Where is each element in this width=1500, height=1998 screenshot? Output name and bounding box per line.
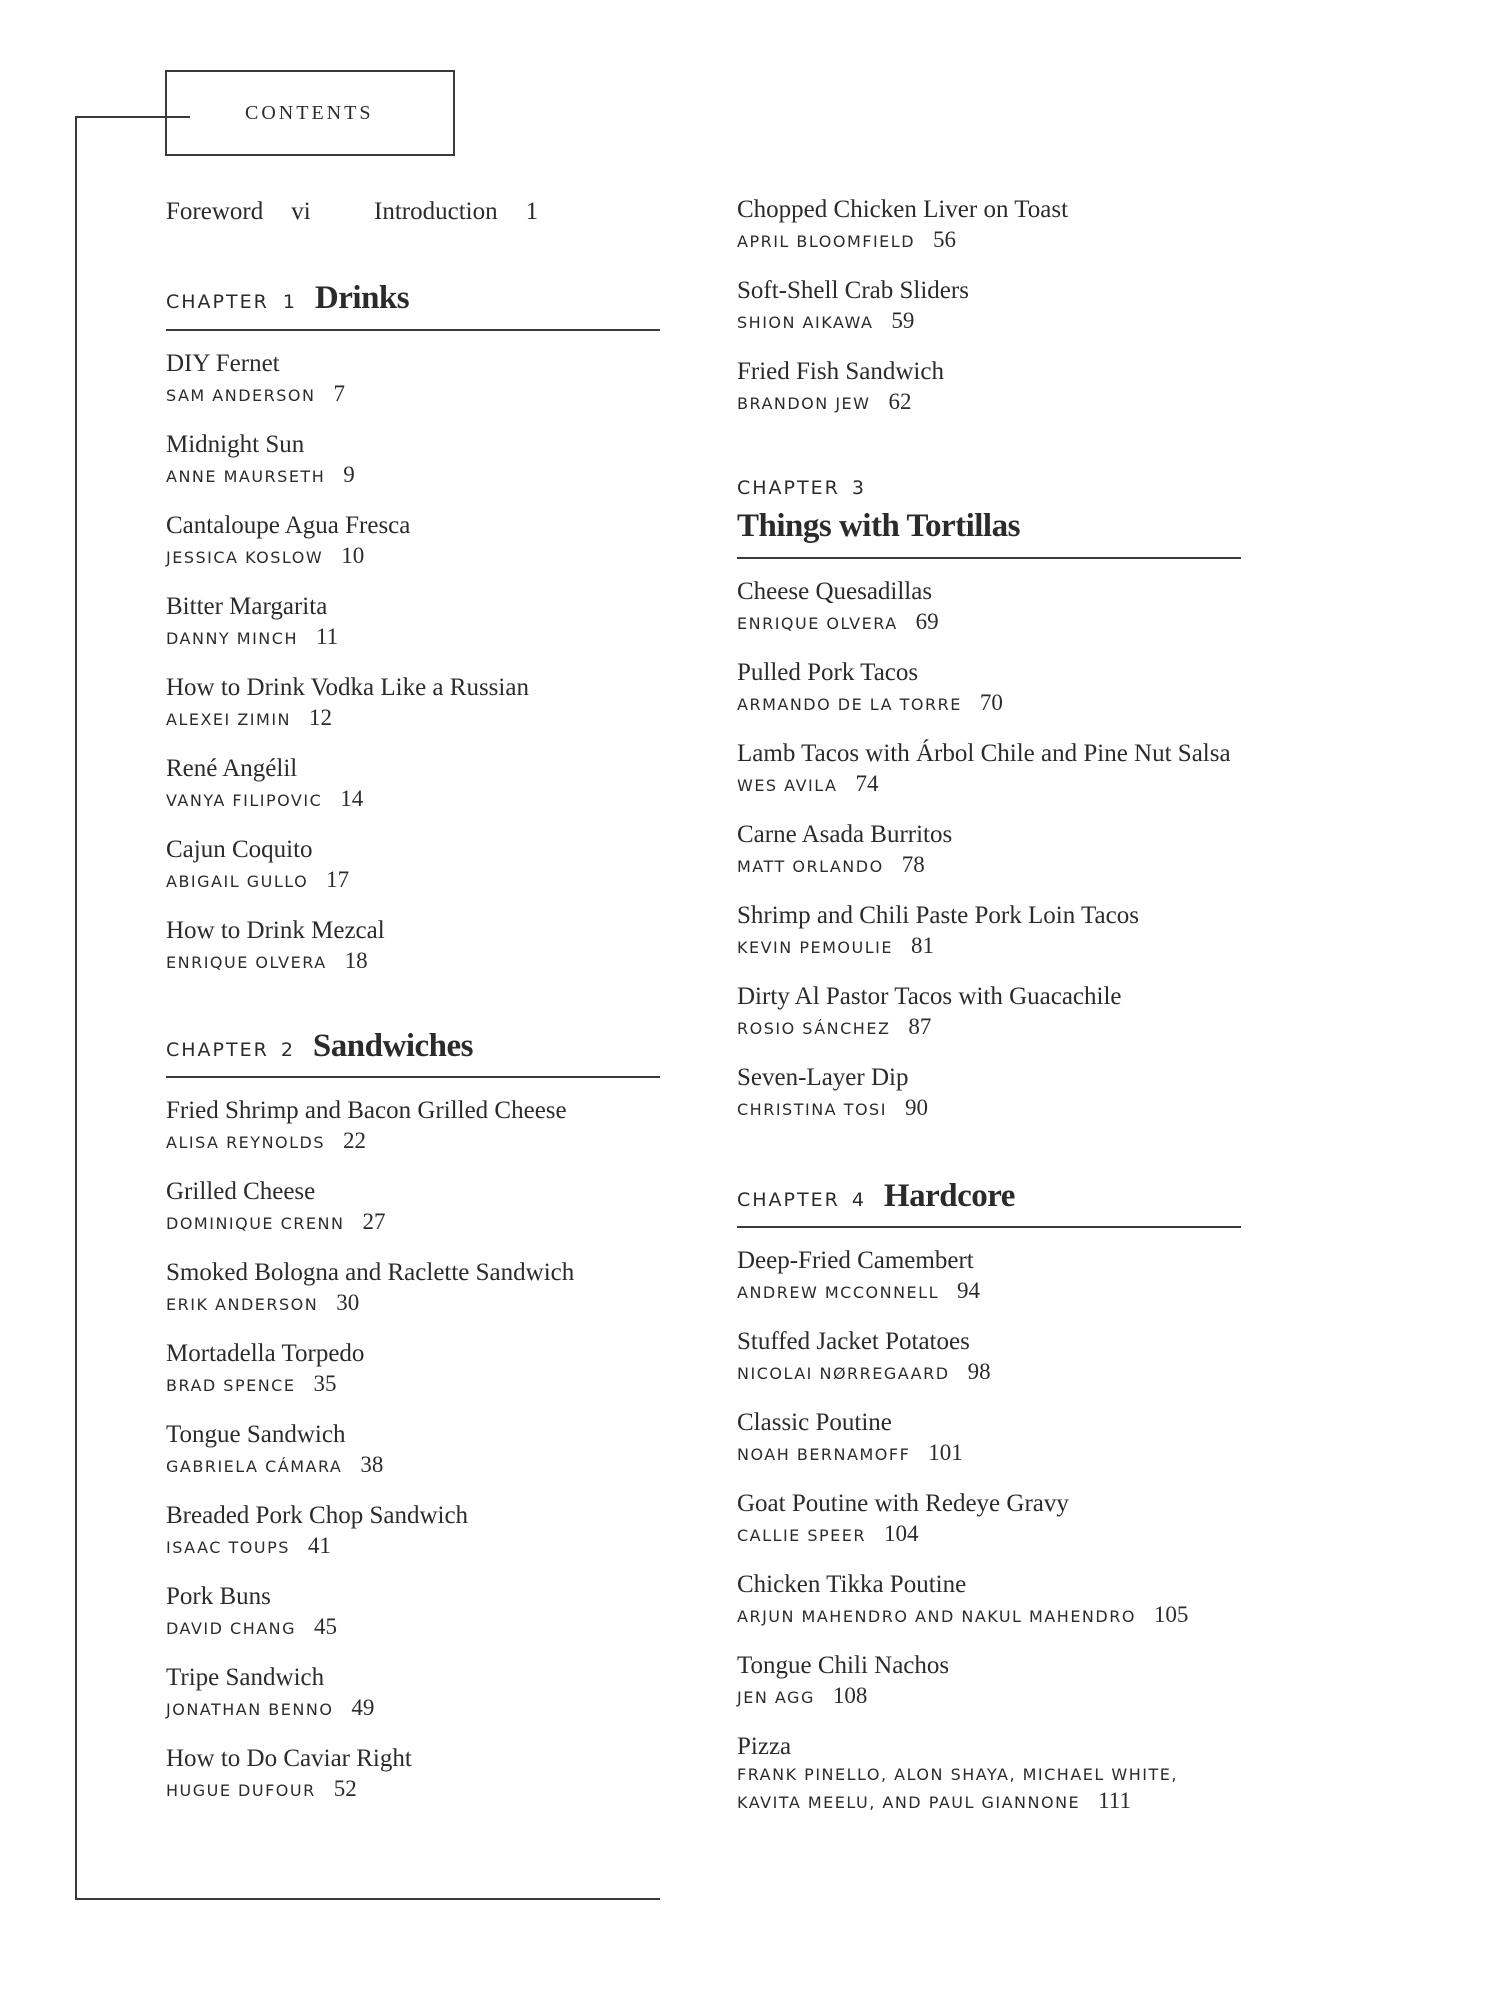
entry-author: ANDREW MCCONNELL — [737, 1283, 939, 1302]
entry-page: 45 — [314, 1614, 338, 1639]
entry-author: ISAAC TOUPS — [166, 1538, 290, 1557]
entry-author: VANYA FILIPOVIC — [166, 791, 323, 810]
toc-entry[interactable] — [737, 1408, 963, 1471]
toc-entry[interactable] — [737, 1570, 1188, 1633]
entry-title: Lamb Tacos with Árbol Chile and Pine Nut Salsa — [737, 740, 1231, 767]
entry-page: 17 — [326, 867, 350, 892]
toc-entry[interactable] — [166, 1501, 468, 1564]
entry-page: 30 — [336, 1290, 360, 1315]
entry-title: Pork Buns — [166, 1583, 271, 1610]
entry-page: 22 — [343, 1128, 367, 1153]
toc-entry[interactable] — [166, 673, 529, 736]
entry-author-line-1: FRANK PINELLO, ALON SHAYA, MICHAEL WHITE, — [737, 1765, 1178, 1784]
chapter-2-heading — [166, 1028, 473, 1065]
chapter-number: 3 — [851, 477, 864, 499]
toc-entry[interactable] — [737, 739, 1231, 802]
entry-page: 101 — [928, 1440, 963, 1465]
entry-title: Midnight Sun — [166, 431, 305, 458]
toc-entry[interactable] — [737, 658, 1003, 721]
chapter-3-title: Things with Tortillas — [737, 508, 1020, 544]
entry-page: 11 — [315, 624, 339, 649]
entry-author: DAVID CHANG — [166, 1619, 297, 1638]
entry-page: 69 — [915, 609, 939, 634]
toc-entry[interactable] — [737, 1732, 1178, 1817]
entry-title: Deep-Fried Camembert — [737, 1247, 974, 1274]
entry-author: MATT ORLANDO — [737, 857, 884, 876]
entry-page: 59 — [891, 308, 915, 333]
entry-author: JESSICA KOSLOW — [166, 548, 324, 567]
toc-entry[interactable] — [737, 357, 944, 420]
chapter-3-rule — [737, 557, 1241, 559]
entry-title: Tongue Sandwich — [166, 1421, 346, 1448]
entry-author: SHION AIKAWA — [737, 313, 874, 332]
toc-entry[interactable] — [737, 577, 939, 640]
entry-page: 78 — [901, 852, 925, 877]
toc-entry[interactable] — [737, 1327, 991, 1390]
entry-page: 14 — [340, 786, 364, 811]
toc-entry[interactable] — [166, 1096, 567, 1159]
toc-entry[interactable] — [737, 982, 1122, 1045]
chapter-title: Drinks — [314, 280, 410, 316]
toc-entry[interactable] — [166, 349, 345, 412]
entry-title: Classic Poutine — [737, 1409, 892, 1436]
entry-author: WES AVILA — [737, 776, 838, 795]
toc-entry[interactable] — [166, 1420, 383, 1483]
entry-title: Fried Fish Sandwich — [737, 358, 944, 385]
entry-title: Fried Shrimp and Bacon Grilled Cheese — [166, 1097, 567, 1124]
entry-page: 18 — [344, 948, 368, 973]
entry-author: ANNE MAURSETH — [166, 467, 326, 486]
chapter-number: 1 — [282, 291, 297, 313]
entry-title: Tripe Sandwich — [166, 1664, 325, 1691]
entry-title: Grilled Cheese — [166, 1178, 316, 1205]
chapter-title: Sandwiches — [312, 1028, 473, 1064]
entry-page: 87 — [908, 1014, 932, 1039]
entry-title: Pulled Pork Tacos — [737, 659, 919, 686]
entry-page: 38 — [360, 1452, 384, 1477]
entry-author: HUGUE DUFOUR — [166, 1781, 316, 1800]
contents-heading: CONTENTS — [245, 102, 374, 124]
entry-author: JEN AGG — [737, 1688, 815, 1707]
entry-author: ABIGAIL GULLO — [166, 872, 309, 891]
entry-page: 81 — [910, 933, 934, 958]
entry-author-line-2: KAVITA MEELU, AND PAUL GIANNONE — [737, 1793, 1081, 1812]
front-matter-foreword[interactable] — [166, 198, 311, 226]
entry-author: ARMANDO DE LA TORRE — [737, 695, 962, 714]
foreword-page: vi — [291, 198, 311, 225]
entry-page: 49 — [351, 1695, 375, 1720]
entry-page: 9 — [343, 462, 355, 487]
chapter-2-rule — [166, 1076, 660, 1078]
toc-entry[interactable] — [166, 430, 355, 493]
entry-title: Cantaloupe Agua Fresca — [166, 512, 411, 539]
entry-author: DANNY MINCH — [166, 629, 298, 648]
entry-title: Goat Poutine with Redeye Gravy — [737, 1490, 1069, 1517]
toc-entry[interactable] — [166, 1663, 374, 1726]
entry-title: Breaded Pork Chop Sandwich — [166, 1502, 469, 1529]
entry-author: SAM ANDERSON — [166, 386, 316, 405]
entry-page: 98 — [967, 1359, 991, 1384]
entry-title: Smoked Bologna and Raclette Sandwich — [166, 1259, 575, 1286]
entry-title: Shrimp and Chili Paste Pork Loin Tacos — [737, 902, 1139, 929]
entry-title: Tongue Chili Nachos — [737, 1652, 950, 1679]
entry-title: Dirty Al Pastor Tacos with Guacachile — [737, 983, 1122, 1010]
toc-entry[interactable] — [166, 1582, 337, 1645]
entry-author: APRIL BLOOMFIELD — [737, 232, 916, 251]
chapter-label: CHAPTER — [737, 477, 840, 499]
entry-page: 111 — [1098, 1788, 1131, 1813]
toc-entry[interactable] — [737, 1063, 928, 1126]
entry-title: Mortadella Torpedo — [166, 1340, 365, 1367]
entry-page: 108 — [832, 1683, 868, 1708]
entry-author: CHRISTINA TOSI — [737, 1100, 887, 1119]
entry-title: Seven-Layer Dip — [737, 1064, 909, 1091]
front-matter-introduction[interactable] — [374, 198, 538, 226]
foreword-title: Foreword — [166, 198, 264, 225]
entry-title: Cajun Coquito — [166, 836, 313, 863]
toc-entry[interactable] — [737, 1651, 949, 1714]
introduction-title: Introduction — [374, 198, 498, 225]
entry-title: René Angélil — [166, 755, 298, 782]
frame-left-line — [75, 116, 77, 1900]
entry-title: How to Drink Mezcal — [166, 917, 385, 944]
entry-page: 10 — [341, 543, 365, 568]
entry-author: ARJUN MAHENDRO AND NAKUL MAHENDRO — [737, 1607, 1136, 1626]
frame-bottom-line — [75, 1898, 660, 1900]
entry-title: Pizza — [737, 1733, 792, 1760]
toc-entry[interactable] — [166, 1339, 364, 1402]
entry-author: DOMINIQUE CRENN — [166, 1214, 345, 1233]
toc-entry[interactable] — [166, 511, 410, 574]
chapter-1-heading — [166, 280, 409, 317]
entry-title: Bitter Margarita — [166, 593, 328, 620]
chapter-label: CHAPTER — [737, 1189, 840, 1211]
chapter-3-label — [737, 477, 864, 499]
toc-entry[interactable] — [737, 1246, 980, 1309]
entry-page: 27 — [362, 1209, 386, 1234]
entry-author: KEVIN PEMOULIE — [737, 938, 893, 957]
entry-author: ENRIQUE OLVERA — [166, 953, 327, 972]
toc-entry[interactable] — [166, 1744, 412, 1807]
entry-page: 70 — [979, 690, 1003, 715]
entry-author: ENRIQUE OLVERA — [737, 614, 898, 633]
chapter-4-rule — [737, 1226, 1241, 1228]
introduction-page: 1 — [525, 198, 539, 225]
chapter-1-rule — [166, 329, 660, 331]
entry-author: ALISA REYNOLDS — [166, 1133, 326, 1152]
entry-author: BRAD SPENCE — [166, 1376, 296, 1395]
entry-author: BRANDON JEW — [737, 394, 871, 413]
entry-title: Chopped Chicken Liver on Toast — [737, 196, 1069, 223]
entry-page: 105 — [1153, 1602, 1189, 1627]
chapter-4-heading — [737, 1178, 1015, 1215]
entry-page: 90 — [904, 1095, 928, 1120]
toc-entry[interactable] — [737, 901, 1139, 964]
entry-page: 7 — [333, 381, 345, 406]
entry-page: 74 — [855, 771, 879, 796]
entry-author: ALEXEI ZIMIN — [166, 710, 292, 729]
entry-author: NICOLAI NØRREGAARD — [737, 1364, 950, 1383]
toc-entry[interactable] — [166, 1177, 385, 1240]
entry-page: 94 — [956, 1278, 980, 1303]
entry-title: Chicken Tikka Poutine — [737, 1571, 967, 1598]
entry-title: Cheese Quesadillas — [737, 578, 933, 605]
frame-tick-line — [75, 116, 190, 118]
toc-entry[interactable] — [166, 916, 385, 979]
toc-entry[interactable] — [737, 1489, 1069, 1552]
entry-page: 62 — [888, 389, 912, 414]
entry-author: NOAH BERNAMOFF — [737, 1445, 911, 1464]
entry-title: Soft-Shell Crab Sliders — [737, 277, 969, 304]
entry-author: GABRIELA CÁMARA — [166, 1457, 343, 1476]
entry-page: 56 — [933, 227, 957, 252]
entry-author: JONATHAN BENNO — [166, 1700, 334, 1719]
chapter-label: CHAPTER — [166, 291, 269, 313]
toc-entry[interactable] — [737, 276, 969, 339]
entry-page: 12 — [309, 705, 333, 730]
chapter-number: 2 — [280, 1039, 295, 1061]
entry-title: How to Drink Vodka Like a Russian — [166, 674, 529, 701]
entry-title: DIY Fernet — [166, 350, 280, 377]
entry-title: Stuffed Jacket Potatoes — [737, 1328, 970, 1355]
chapter-number: 4 — [851, 1189, 866, 1211]
toc-entry[interactable] — [166, 835, 349, 898]
entry-title: How to Do Caviar Right — [166, 1745, 412, 1772]
entry-author: ROSIO SÁNCHEZ — [737, 1019, 891, 1038]
entry-page: 104 — [884, 1521, 919, 1546]
entry-title: Carne Asada Burritos — [737, 821, 953, 848]
toc-entry[interactable] — [166, 592, 338, 655]
entry-page: 35 — [313, 1371, 337, 1396]
toc-entry[interactable] — [166, 754, 363, 817]
chapter-title: Hardcore — [883, 1178, 1015, 1214]
toc-entry[interactable] — [737, 820, 952, 883]
chapter-label: CHAPTER — [166, 1039, 269, 1061]
entry-page: 52 — [333, 1776, 357, 1801]
toc-entry[interactable] — [166, 1258, 574, 1321]
entry-author: ERIK ANDERSON — [166, 1295, 319, 1314]
entry-author: CALLIE SPEER — [737, 1526, 866, 1545]
toc-entry[interactable] — [737, 195, 1068, 258]
entry-page: 41 — [307, 1533, 331, 1558]
